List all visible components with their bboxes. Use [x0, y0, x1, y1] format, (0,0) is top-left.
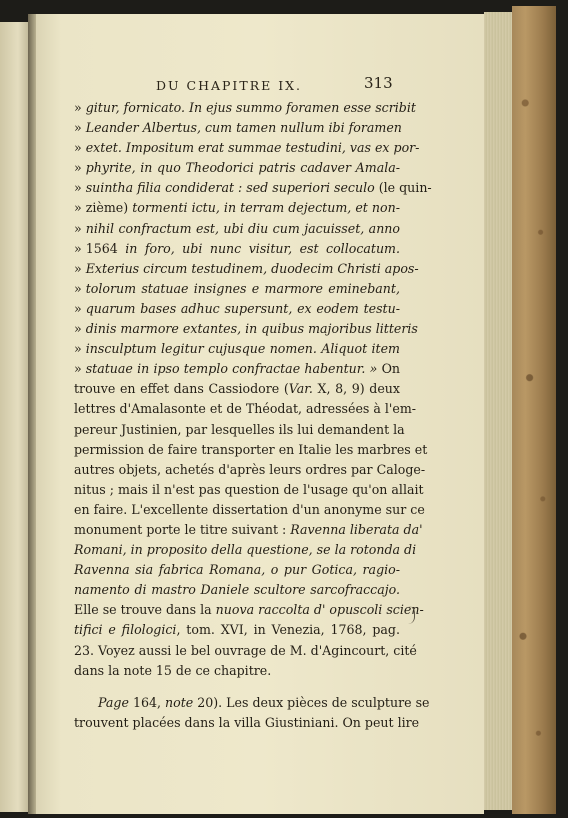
text-line [74, 299, 400, 319]
text-line [74, 178, 432, 198]
italic-text: insculptum legitur cujusque nomen. Aliquot item [85, 341, 400, 357]
text-line [74, 620, 400, 640]
text-line [74, 480, 424, 500]
running-head: DU CHAPITRE IX. [156, 78, 303, 93]
quote-mark: » [74, 361, 82, 377]
quote-mark: » [74, 120, 82, 136]
italic-text: note [165, 694, 194, 710]
roman-text: nitus ; mais il n'est pas question de l'usage qu'on allait [74, 481, 424, 497]
italic-text: nuova raccolta d' opuscoli scien- [215, 602, 424, 618]
page-number: 313 [364, 74, 393, 92]
quote-mark: » [74, 160, 82, 176]
text-line [74, 158, 400, 178]
text-line [74, 693, 430, 713]
quote-mark: » [74, 240, 82, 256]
text-line [74, 259, 419, 279]
quote-mark: » [74, 321, 82, 337]
text-line [74, 379, 400, 399]
italic-text: Romani, in proposito della questione, se la rotonda di [74, 542, 417, 558]
quote-mark: » [74, 280, 82, 296]
italic-text: in foro, ubi nunc visitur, est collocatum. [125, 240, 401, 256]
italic-text: tormenti ictu, in terram dejectum, et non- [132, 200, 400, 216]
italic-text: Ravenna sia fabrica Romana, o pur Gotica, ragio- [74, 562, 400, 578]
paragraph-gap [74, 681, 400, 693]
text-line [74, 641, 417, 661]
text-line [74, 339, 400, 359]
roman-text: 20). Les deux pièces de sculpture se [193, 694, 430, 710]
roman-text: trouvent placées dans la villa Giustiniani. On peut lire [74, 714, 420, 730]
quote-mark: » [74, 100, 82, 115]
italic-text: Var. [288, 381, 313, 397]
text-line [74, 399, 417, 419]
text-line [74, 661, 400, 681]
cover-foxing [512, 6, 556, 814]
roman-text: monument porte le titre suivant : [74, 521, 291, 537]
italic-text: dinis marmore extantes, in quibus majoribus litteris [85, 321, 418, 337]
italic-text: Exterius circum testudinem, duodecim Christi apos- [85, 260, 419, 276]
italic-text: tifici e filologici [74, 622, 177, 638]
italic-text: extet. Impositum erat summae testudini, vas ex por- [85, 140, 420, 156]
roman-text: pereur Justinien, par lesquelles ils lui demandent la [74, 421, 405, 437]
roman-text: permission de faire transporter en Italie les marbres et [74, 441, 428, 457]
text-line [74, 420, 405, 440]
roman-text: 164, [128, 694, 165, 710]
text-line [74, 520, 423, 540]
roman-text: 23. Voyez aussi le bel ouvrage de M. d'Agincourt, cité [74, 642, 417, 658]
italic-text: quarum bases adhuc supersunt, ex eodem testu- [85, 300, 400, 316]
quote-mark: » [74, 200, 82, 216]
roman-text: zième) [85, 200, 133, 216]
italic-text: Leander Albertus, cum tamen nullum ibi foramen [85, 120, 402, 136]
text-line [74, 600, 424, 620]
text-line [74, 580, 400, 600]
roman-text: trouve en effet dans Cassiodore ( [74, 381, 289, 397]
text-line [74, 540, 417, 560]
text-line [74, 138, 420, 158]
book-gutter [28, 14, 36, 814]
quote-mark: » [74, 140, 82, 156]
roman-text: 1564 [85, 240, 126, 256]
italic-text: Page [98, 694, 129, 710]
quote-mark: » [74, 220, 82, 236]
text-line [74, 239, 400, 259]
text-line [74, 198, 400, 218]
body-text [74, 98, 432, 733]
quote-mark: » [74, 260, 82, 276]
italic-text: suintha filia condiderat : sed superiori seculo [85, 180, 379, 196]
italic-text: namento di mastro Daniele scultore sarcofraccajo. [74, 582, 400, 598]
roman-text: On [381, 361, 400, 377]
roman-text: en faire. L'excellente dissertation d'un anonyme sur ce [74, 501, 425, 517]
text-line [74, 219, 400, 239]
roman-text: (le quin- [378, 180, 432, 196]
italic-text: nihil confractum est, ubi diu cum jacuisset, anno [85, 220, 400, 236]
italic-text: gitur, fornicato. In ejus summo foramen esse scribit [85, 100, 416, 115]
quote-mark: » [74, 300, 82, 316]
text-line [74, 460, 426, 480]
page-edges [484, 12, 512, 810]
text-line [74, 560, 400, 580]
quote-mark: » [74, 180, 82, 196]
text-line [74, 713, 420, 733]
roman-text: autres objets, achetés d'après leurs ordres par Caloge- [74, 461, 426, 477]
text-line [74, 118, 400, 138]
roman-text: lettres d'Amalasonte et de Théodat, adressées à l'em- [74, 401, 417, 417]
roman-text: , tom. XVI, in Venezia, 1768, pag. [176, 622, 400, 638]
roman-text: Elle se trouve dans la [74, 602, 216, 618]
italic-text: Ravenna liberata da' [290, 521, 423, 537]
italic-text: phyrite, in quo Theodorici patris cadaver Amala- [85, 160, 400, 176]
text-line [74, 359, 400, 379]
quote-mark: » [74, 341, 82, 357]
text-line [74, 279, 400, 299]
text-line [74, 319, 418, 339]
roman-text: X, 8, 9) deux [312, 381, 400, 397]
roman-text: dans la note 15 de ce chapitre. [74, 662, 272, 678]
text-line [74, 440, 428, 460]
text-line [74, 500, 425, 520]
text-line [74, 98, 416, 118]
italic-text: tolorum statuae insignes e marmore eminebant, [85, 280, 400, 296]
italic-text: statuae in ipso templo confractae habentur. » [85, 361, 382, 377]
